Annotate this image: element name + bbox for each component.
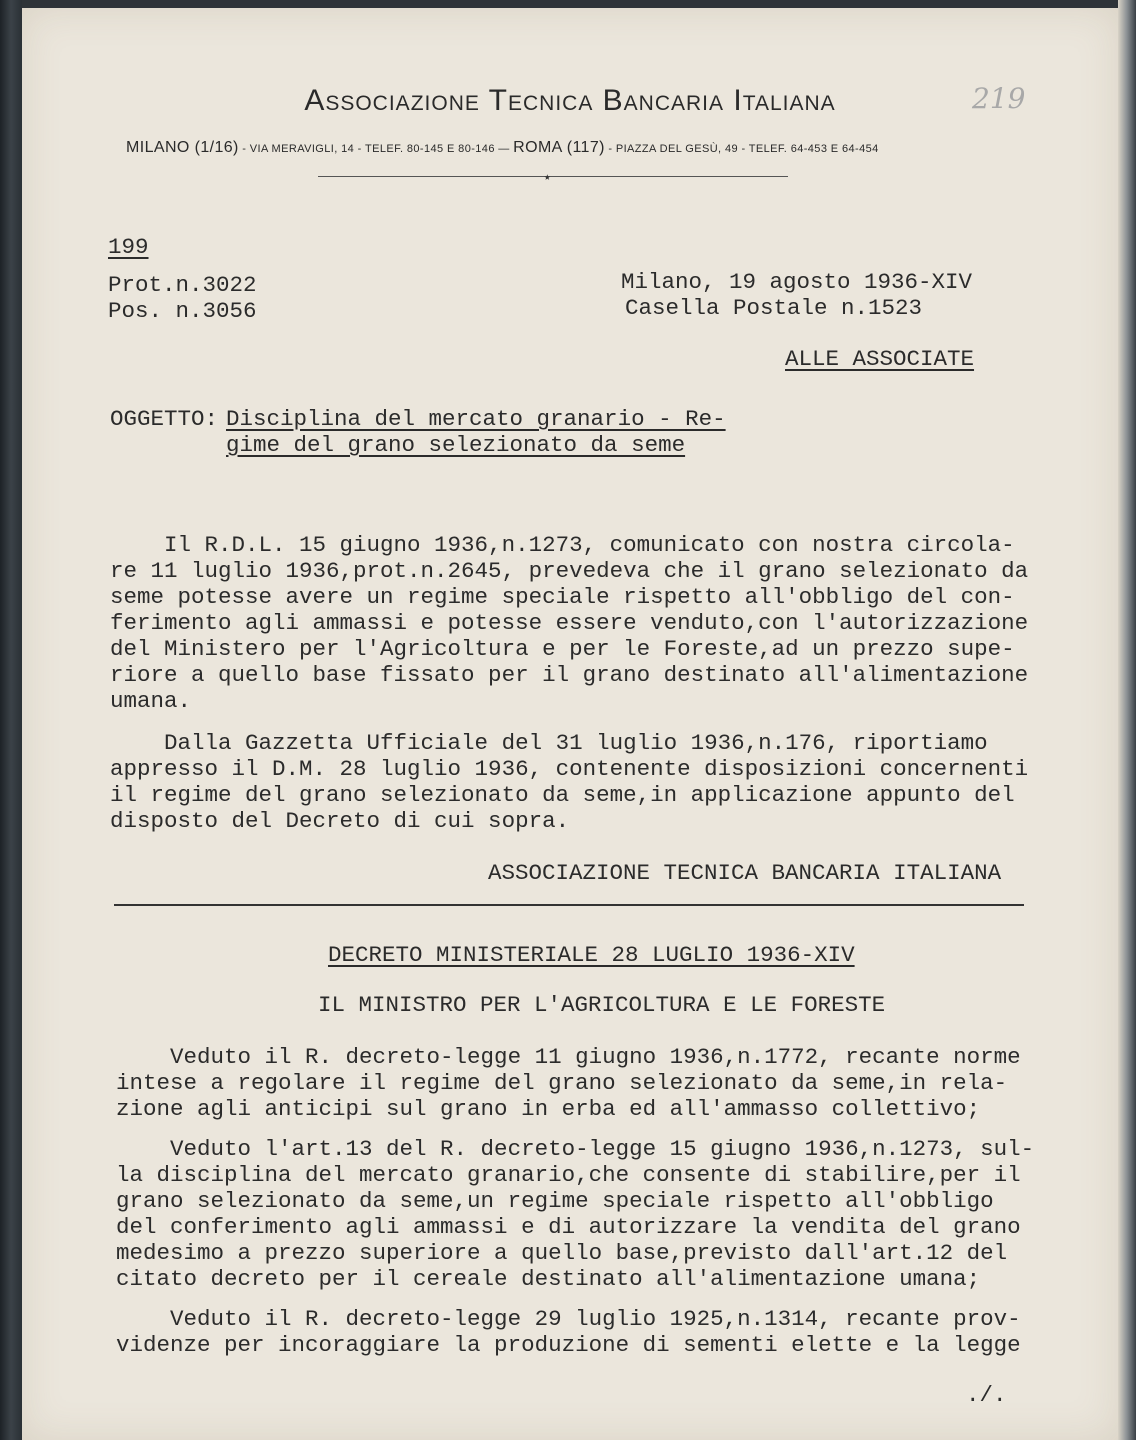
continuation-mark: ./.	[966, 1382, 1007, 1408]
decree-paragraph-2	[116, 1136, 1034, 1292]
page-edge	[1118, 0, 1136, 1440]
text-line: seme potesse avere un regime speciale rispetto all'obbligo del con-	[110, 584, 1015, 610]
text-line: Dalla Gazzetta Ufficiale del 31 luglio 1936,n.176, riportiamo	[110, 730, 988, 756]
text-line: Il R.D.L. 15 giugno 1936,n.1273, comunicato con nostra circola-	[110, 532, 1015, 558]
text-line: riore a quello base fissato per il grano destinato all'alimentazione	[110, 662, 1029, 688]
minister-heading: IL MINISTRO PER L'AGRICOLTURA E LE FORESTE	[318, 992, 886, 1018]
text-line: appresso il D.M. 28 luglio 1936, contenente disposizioni concernenti	[110, 756, 1029, 782]
subject-line-1: Disciplina del mercato granario - Re-	[226, 406, 726, 432]
recipient: ALLE ASSOCIATE	[785, 346, 975, 372]
text-line: grano selezionato da seme,un regime speciale rispetto all'obbligo	[116, 1188, 994, 1214]
document-page	[22, 8, 1118, 1440]
document-number: 199	[108, 234, 149, 260]
handwritten-page-number: 219	[972, 82, 1026, 115]
text-line: zione agli anticipi sul grano in erba ed all'ammasso collettivo;	[116, 1096, 981, 1122]
text-line: citato decreto per il cereale destinato all'alimentazione umana;	[116, 1266, 981, 1292]
text-line: ferimento agli ammassi e potesse essere venduto,con l'autorizzazione	[110, 610, 1029, 636]
roma-label: ROMA (117)	[513, 139, 605, 156]
text-line: videnze per incoraggiare la produzione di sementi elette e la legge	[116, 1332, 1021, 1358]
decree-paragraph-3	[116, 1306, 1021, 1358]
subject-line-2: gime del grano selezionato da seme	[226, 432, 686, 458]
roma-address: - PIAZZA DEL GESÙ, 49 - TELEF. 64-453 E 64-454	[604, 143, 879, 155]
text-line: re 11 luglio 1936,prot.n.2645, prevedeva che il grano selezionato da	[110, 558, 1029, 584]
text-line: umana.	[110, 688, 192, 714]
star-icon: ★	[544, 172, 551, 184]
text-line: Veduto il R. decreto-legge 29 luglio 1925,n.1314, recante prov-	[116, 1306, 1021, 1332]
section-divider	[114, 904, 1024, 906]
text-line: Veduto il R. decreto-legge 11 giugno 1936,n.1772, recante norme	[116, 1044, 1021, 1070]
text-line: il regime del grano selezionato da seme,in applicazione appunto del	[110, 782, 1015, 808]
text-line: del conferimento agli ammassi e di autorizzare la vendita del grano	[116, 1214, 1021, 1240]
signature: ASSOCIAZIONE TECNICA BANCARIA ITALIANA	[488, 860, 1002, 886]
binder-spine	[0, 0, 22, 1440]
decree-title: DECRETO MINISTERIALE 28 LUGLIO 1936-XIV	[328, 942, 855, 968]
postal-box: Casella Postale n.1523	[625, 295, 923, 321]
protocol-number: Prot.n.3022	[108, 272, 257, 298]
milano-address: - VIA MERAVIGLI, 14 - TELEF. 80-145 E 80-146 —	[238, 143, 514, 155]
text-line: Veduto l'art.13 del R. decreto-legge 15 giugno 1936,n.1273, sul-	[116, 1136, 1035, 1162]
text-line: intese a regolare il regime del grano selezionato da seme,in rela-	[116, 1070, 1008, 1096]
text-line: medesimo a prezzo superiore a quello base,previsto dall'art.12 del	[116, 1240, 1008, 1266]
position-number: Pos. n.3056	[108, 298, 257, 324]
milano-label: MILANO (1/16)	[126, 139, 239, 156]
intro-paragraph	[110, 532, 1028, 714]
letterhead-title: Associazione Tecnica Bancaria Italiana	[304, 84, 836, 117]
text-line: la disciplina del mercato granario,che consente di stabilire,per il	[116, 1162, 1021, 1188]
place-date: Milano, 19 agosto 1936-XIV	[621, 269, 973, 295]
reference-paragraph	[110, 730, 1028, 834]
letterhead-divider	[318, 176, 788, 177]
text-line: disposto del Decreto di cui sopra.	[110, 808, 570, 834]
subject-label: OGGETTO:	[110, 406, 219, 432]
text-line: del Ministero per l'Agricoltura e per le Foreste,ad un prezzo supe-	[110, 636, 1015, 662]
letterhead-address	[126, 139, 879, 157]
decree-paragraph-1	[116, 1044, 1021, 1122]
